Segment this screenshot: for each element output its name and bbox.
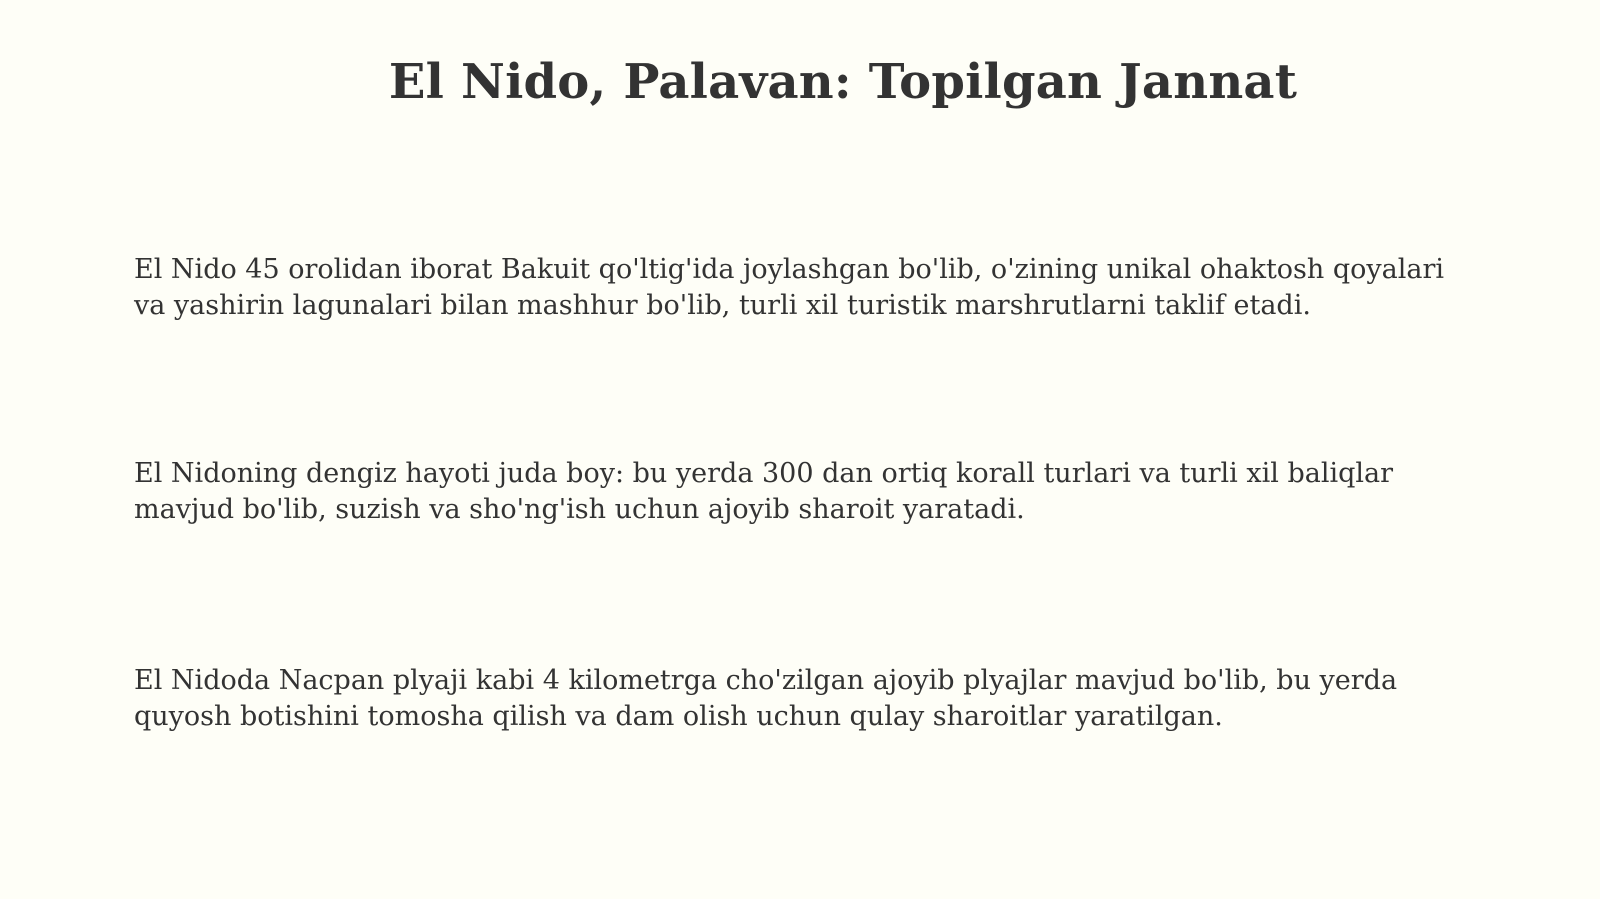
paragraph-islands: El Nido 45 orolidan iborat Bakuit qo'ltig'ida joylashgan bo'lib, o'zining unikal ohaktosh qoyalari va yashirin lagunalari bilan mashhur bo'lib, turli xil turistik marshrutlarni taklif etadi.	[134, 254, 1445, 321]
paragraph-beaches: El Nidoda Nacpan plyaji kabi 4 kilometrga cho'zilgan ajoyib plyajlar mavjud bo'lib, bu yerda quyosh botishini tomosha qilish va dam olish uchun qulay sharoitlar yaratilgan.	[134, 665, 1398, 732]
slide-title: El Nido, Palavan: Topilgan Jannat	[388, 54, 1298, 110]
paragraph-marine-life: El Nidoning dengiz hayoti juda boy: bu yerda 300 dan ortiq korall turlari va turli xil baliqlar mavjud bo'lib, suzish va sho'ng'ish uchun ajoyib sharoit yaratadi.	[134, 458, 1394, 525]
